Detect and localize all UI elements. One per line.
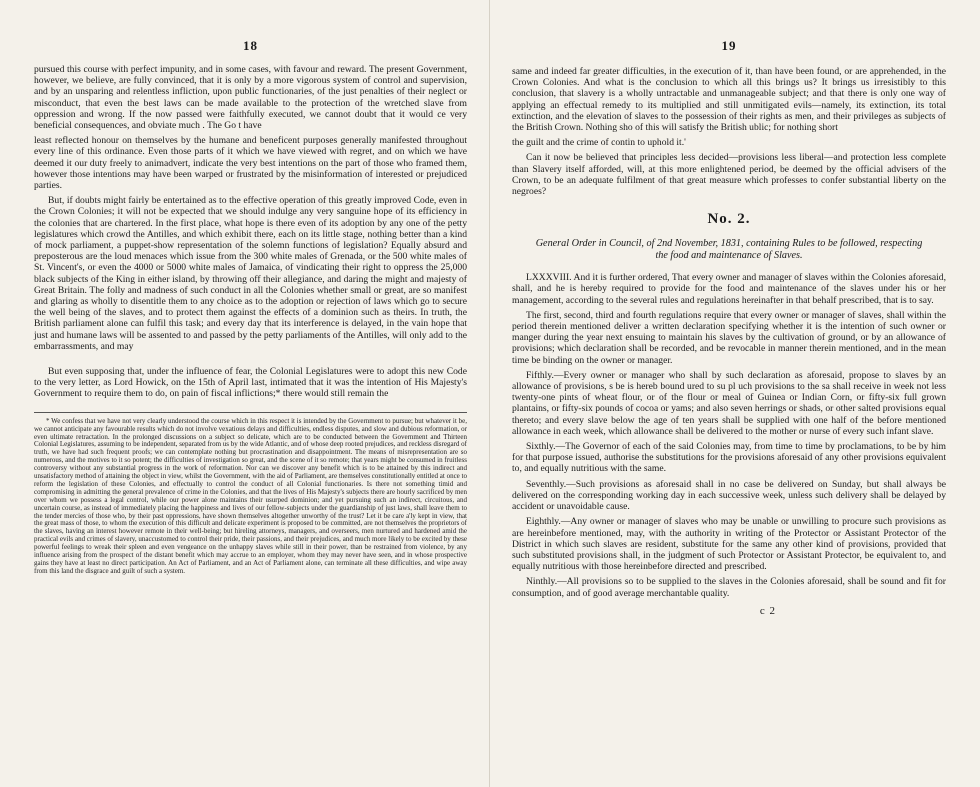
left-paragraph-2: least reflected honour on themselves by the humane and beneficent purposes generally manifested throughout every line of this ordinance. Even those parts of it which we have viewed with regret, and on which we have deemed it our duty freely to animadvert, indicate the very best intentions on the part of those who framed them, however those intentions may have been warped or frustrated by the misinformation of interested or prejudiced parties. [34, 135, 467, 192]
footnote [34, 412, 467, 576]
footnote-text: * We confess that we have not very clearly understood the course which in this respect it is intended by the Government to pursue; but whatever it be, we cannot anticipate any favourable results which do not involve vexatious delays and difficulties, endless disputes, and slow and dubious reformation, or even ultimate retractation. In the prolonged discussions on a subject so delicate, which are to be conducted between the Government and Thirteen Colonial Legislatures, assuming to be independent, separated from us by the wide Atlantic, and of whose deep rooted prejudices, and reckless disregard of truth, we have had such frequent proofs; we can contemplate nothing but procrastination and disappointment. The means of misrepresentation are so numerous, and the motives to it so potent; the difficulties of investigation so great, and the scene of it so remote; that years might be consumed in fruitless controversy without any substantial progress in the work of reformation. Nor can we discover any benefit which is to be attained by this indirect and unsatisfactory method of attaining the object in view, whilst the Government, with the aid of Parliament, are themselves constitutionally entitled at once to reform the legislation of these Colonies, and effectually to control the conduct of all Colonial functionaries. Is there not something timid and compromising in admitting the general prevalence of crime in the Colonies, and that the lives of His Majesty's subjects there are hourly sacrificed by men over whom we possess a legal control, while our power alone maintains their usurped dominion; and yet pursuing such an indirect, circuitous, and uncertain course, as instead of immediately placing the happiness and lives of our fellow-subjects under the guardianship of just laws, shall leave them to the tender mercies of those who, by their past oppressions, have shown themselves altogether unworthy of the trust? Let it be care a'ly kept in view, that the great mass of those, to whom the execution of this difficult and delicate experiment is proposed to be committed, are not themselves the proprietors of the slaves, having an interest however remote in their well-being; but hireling attorneys, managers, and overseers, men nurtured and hardened amid the practical evils and crimes of slavery, unaccustomed to control their pride, their passions, and their prejudices, and much more likely to be excited by these powerful feelings to wreak their spleen and even vengeance on the unhappy slaves while still in their power, than be restrained from violence, by any influence arising from the prospect of the distant benefit which may accrue to an employer, whom they may never have seen, and in whose prospective gains they have at least no direct participation. An Act of Parliament, and an Act of Parliament alone, can terminate all these difficulties, and wipe away from this land the disgrace and guilt of such a system. [34, 416, 467, 575]
rule-ninthly: Ninthly.—All provisions so to be supplied to the slaves in the Colonies aforesaid, shall be sound and fit for consumption, and of good average merchantable quality. [512, 576, 946, 599]
rule-eighthly: Eighthly.—Any owner or manager of slaves who may be unable or unwilling to procure such provisions as are hereinbefore mentioned, may, with the authority in writing of the Protector or Assistant Protector of the District in which such slaves are resident, substitute for the same any other kind of provisions, provided that such substituted provisions shall, in the judgment of such Protector or Assistant Protector, be equivalent to, and equally nutritious with those hereinbefore directed and prescribed. [512, 516, 946, 573]
page-number-left: 18 [243, 38, 258, 53]
rule-sixthly: Sixthly.—The Governor of each of the said Colonies may, from time to time by proclamations, to be by him for that purpose issued, authorise the substitutions for the provisions aforesaid of any other provisions equivalent to, and equally nutritious with the same. [512, 441, 946, 475]
rule-lxxxviii: LXXXVIII. And it is further ordered, That every owner and manager of slaves within the Colonies aforesaid, shall, and he is hereby required to provide for the food and maintenance of the slaves under his or her management, according to the several rules and regulations hereinafter in that behalf prescribed, that is to say. [512, 272, 946, 306]
right-paragraph-3: Can it now be believed that principles less decided—provisions less liberal—and protection less complete than Slavery itself afforded, will, at this more enlightened period, be deemed by the official advisers of the Crown, to be an adequate fulfilment of that great measure which professes to confer substantial liberty on the negroes? [512, 152, 946, 198]
right-paragraph-2: the guilt and the crime of contin to uphold it.' [512, 137, 686, 149]
section-subheading: General Order in Council, of 2nd November, 1831, containing Rules to be followed, respecting the food and maintenance of Slaves. [535, 238, 923, 262]
signature-mark: c 2 [759, 604, 776, 617]
rule-seventhly: Seventhly.—Such provisions as aforesaid shall in no case be delivered on Sunday, but shall always be delivered on the corresponding working day in each successive week, unless such delivery shall be delayed by accident or unavoidable cause. [512, 478, 946, 513]
rule-first-to-fourth: The first, second, third and fourth regulations require that every owner or manager of slaves, shall within the period therein mentioned deliver a written declaration specifying whether it is the intention of such owner or manger during the year next ensuing to maintain his slaves by the cultivation of ground, or by an allowance of provisions; which declaration shall be recorded, and be revocable in manner therein mentioned, and in the mean time be binding on the owner or manager. [512, 309, 946, 366]
left-paragraph-4: But even supposing that, under the influence of fear, the Colonial Legislatures were to adopt this new Code to the very letter, as Lord Howick, on the 15th of April last, intimated that it was the intention of His Majesty's Government to require them to do, on pain of fiscal inflictions;* there would still remain the [34, 366, 467, 400]
rule-fifthly: Fifthly.—Every owner or manager who shall by such declaration as aforesaid, propose to slaves by an allowance of provisions, s be is hereb bound ured to su pl uch provisions to the sa shall receive in week not less twenty-one pints of wheat flour, or of the flour or meal of Guinea or Indian Corn, or fifty-six full grown plantains, or fifty-six pounds of cocoa or yams; and also seven herrings or shads, or other salted provisions equal thereto; and every slave below the age of ten years shall be supplied with one half of the before mentioned allowance in each week, which allowance shall be delivered to the mother or nurse of every such infant slave. [512, 369, 946, 437]
right-paragraph-1: same and indeed far greater difficulties, in the execution of it, than have been found, or are apprehended, in the Crown Colonies. And what is the conclusion to which all this brings us? It brings us irresistibly to this conclusion, that slavery is a wholly untractable and unmanageable subject; and that there is only one way of applying an effectual remedy to its multiplied and still unmitigated evils—namely, its extinction, its total extinction, and the elevation of slaves to the possession of their rights as men, and their privileges as subjects of the British Crown. Nothing sho of this will satisfy the British ublic; for nothing short [512, 66, 946, 134]
section-heading: No. 2. [707, 211, 751, 228]
left-paragraph-1: pursued this course with perfect impunity, and in some cases, with favour and reward. The present Government, however, we believe, are fully convinced, that it is only by a more vigorous system of control and supervision, and by an unsparing and relentless infliction, upon public functionaries, of the just penalties of their neglect or misconduct, that even the best laws can be made available to the protection of the wretched slave from oppression and wrong. If the now passed were faithfully executed, we cannot doubt that it would ce very beneficial consequences, and obviate much . The Go t have [34, 64, 467, 132]
page-number-right: 19 [721, 38, 737, 53]
right-page [490, 0, 980, 787]
left-paragraph-3: But, if doubts might fairly be entertained as to the effective operation of this greatly improved Code, even in the Crown Colonies; it will not be expected that we should indulge any very sanguine hope of its efficiency in the colonies that are chartered. In the first place, what hope is there even of its adoption by any one of the petty legislatures which crowd the Antilles, and which exhibit there, each on its little stage, nothing better than a kind of mock parliament, a puppet-show representation of the solemn functions of legislation? Equally absurd and preposterous are the loud menaces which issue from the 300 white males of Grenada, or the 500 white males of St. Vincent's, or even the 4000 or 5000 white males of Jamaica, of vindicating their right to oppress the 25,000 black subjects of the King in either island, by throwing off their allegiance, and daring the might and majesty of Great Britain. The folly and madness of such conduct in all the Colonies whether small or great, are so manifest and glaring as wholly to disentitle them to any choice as to the adoption or rejection of laws which go to secure the well being of the slaves, and to protect them against the effects of a dominion such as theirs. In truth, the British parliament alone can fulfil this task; and every day that its interference is delayed, in the vain hope that just and humane laws will be assented to and passed by the petty parliaments of the Antilles, will only add to the embarrassments, and may [34, 195, 467, 352]
